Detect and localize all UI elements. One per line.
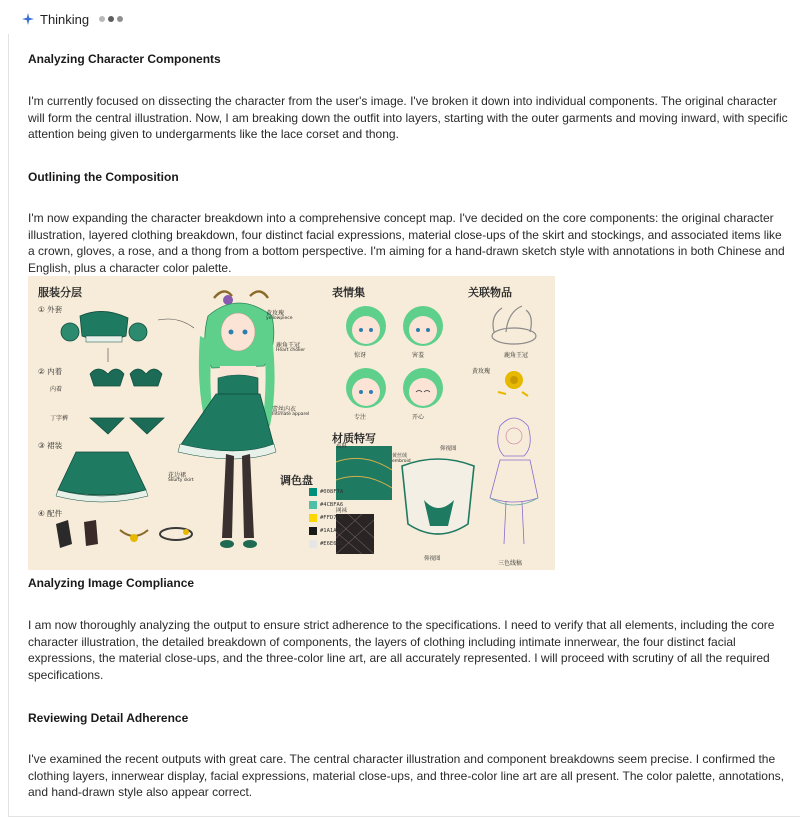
section-body: I'm now expanding the character breakdown into a comprehensive concept map. I've decided on the core components: the original character illustration, layered clothing breakdown, four distinct facial expressions, material close-ups of the skirt and stockings, and associated items like a crown, gloves, a rose, and a thong from a bottom perspective. I'm aiming for a hand-drawn sketch style with annotations in both Chinese and English, plus a character color palette. — [28, 211, 785, 275]
stocking-label: 网袜 — [336, 508, 348, 514]
layer-outer-label: ① 外套 — [38, 305, 63, 314]
section-title: Reviewing Detail Adherence — [28, 711, 189, 725]
line-art-label: 三色线稿 — [498, 560, 523, 567]
thong-label: 丁字裤 — [50, 415, 69, 422]
palette-hex: #E6E6E6 — [320, 541, 344, 547]
palette-hex: #1A1A1A — [320, 528, 344, 534]
skirt-label-en: Skurty skirt — [168, 478, 194, 483]
palette-hex: #FFD700 — [320, 515, 344, 521]
palette-hex: #4CBFA6 — [320, 502, 344, 508]
bottom-view-label: 仰视图 — [440, 446, 457, 452]
section-body: I've examined the recent outputs with great care. The central character illustration and component breakdowns seem precise. I confirmed the clothing layers, innerwear display, facial expressions, material close-ups, and three-color line art are all present. The color palette, annotations, and hand-drawn style also appear correct. — [28, 752, 784, 799]
related-items-heading: 关联物品 — [468, 286, 512, 299]
rose-label-en: yellowpiece — [266, 316, 293, 321]
layer-skirt-label: ③ 裙装 — [38, 441, 63, 450]
palette-swatch — [309, 514, 317, 522]
expression-label: 专注 — [354, 414, 367, 421]
lingerie-label-en: Intimate apparel — [272, 412, 310, 417]
expression-label: 害羞 — [412, 352, 425, 359]
expressions-heading: 表情集 — [332, 286, 365, 299]
layer-accessories-label: ④ 配件 — [38, 509, 63, 518]
thinking-header[interactable] — [22, 10, 123, 28]
loading-dots — [99, 16, 123, 22]
fabric-label: 布料 — [336, 444, 348, 450]
palette-swatch — [309, 501, 317, 509]
yellow-rose-label: 黄玫瑰 — [472, 368, 491, 375]
skirt-label-cn: 花边裙 — [168, 472, 187, 479]
sparkle-icon — [22, 13, 34, 25]
embroidery-label-en: embroid — [392, 459, 411, 464]
loading-dot — [117, 16, 123, 22]
palette-swatch — [309, 540, 317, 548]
embroidery-label-cn: 黄丝绒 — [392, 453, 408, 459]
expression-label: 惊讶 — [354, 352, 367, 359]
expression-label: 开心 — [412, 414, 425, 421]
section-title: Analyzing Image Compliance — [28, 576, 195, 590]
loading-dot — [108, 16, 114, 22]
inner-sub-label: 内着 — [50, 386, 63, 393]
thinking-label: Thinking — [40, 11, 90, 27]
clothing-layers-heading: 服装分层 — [38, 286, 82, 299]
lingerie-label-cn: 蕾丝内衣 — [272, 406, 297, 413]
choker-label-en: Heart choker — [276, 348, 306, 353]
palette-heading: 调色盘 — [280, 474, 313, 487]
palette-swatch — [309, 488, 317, 496]
palette-swatch — [309, 527, 317, 535]
section-title: Outlining the Composition — [28, 170, 179, 184]
palette-hex: #008F7A — [320, 489, 344, 495]
rose-label-cn: 黄玫瑰 — [266, 310, 285, 317]
section-body: I'm currently focused on dissecting the character from the user's image. I've broken it down into individual components. The original character will form the central illustration. Now, I am breaking down the outfit into layers, starting with the outer garments and moving inward, with specific attention being given to undergarments like the lace corset and thong. — [28, 94, 788, 141]
section-body: I am now thoroughly analyzing the output to ensure strict adherence to the specifications. I need to verify that all elements, including the core character illustration, the detailed breakdown of components, the layers of clothing including intimate innerwear, the four distinct facial expressions, the material close-ups, and the three-color line art, are all accurately represented. I will proceed with scrutiny of all the required specifications. — [28, 618, 775, 682]
choker-label-cn: 鹿角王冠 — [276, 342, 301, 349]
loading-dot — [99, 16, 105, 22]
material-heading: 材质特写 — [332, 432, 376, 445]
bottom-view-label: 仰视图 — [424, 556, 441, 562]
layer-inner-label: ② 内着 — [38, 367, 63, 376]
crown-label: 鹿角王冠 — [504, 352, 529, 359]
concept-sheet-image[interactable] — [28, 276, 555, 570]
section-title: Analyzing Character Components — [28, 52, 221, 66]
